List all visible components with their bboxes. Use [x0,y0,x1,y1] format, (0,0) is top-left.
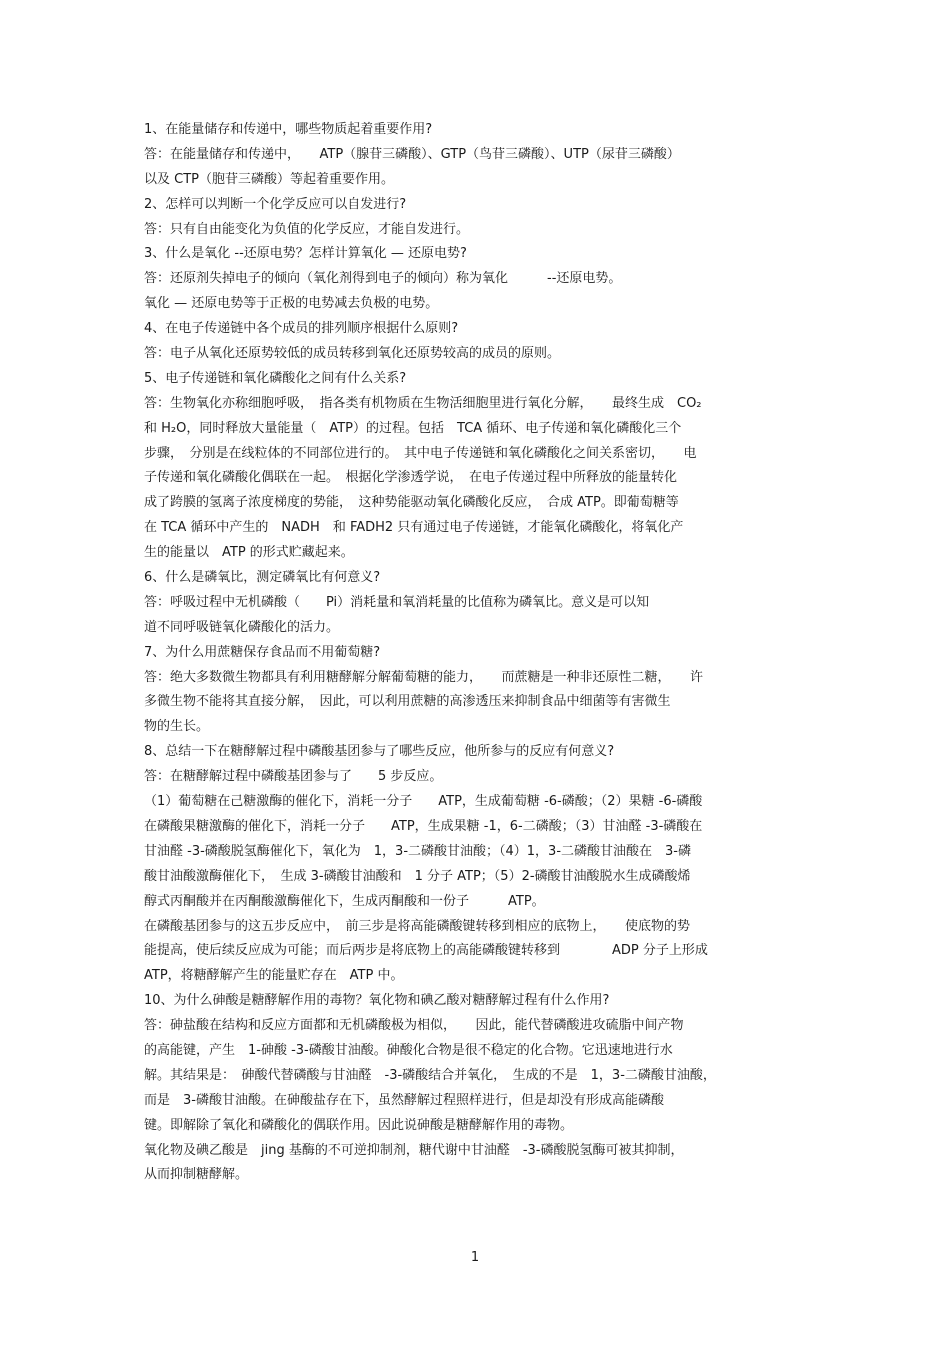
answer-line: 在 TCA 循环中产生的 NADH 和 FADH2 只有通过电子传递链，才能氧化磷酸化，将氧化产 [144,520,684,536]
answer-line: 以及 CTP（胞苷三磷酸）等起着重要作用。 [144,171,394,187]
answer-line: ATP，将糖酵解产生的能量贮存在 ATP 中。 [144,968,404,984]
question-line: 2、怎样可以判断一个化学反应可以自发进行? [144,196,407,212]
answer-line: 和 H₂O，同时释放大量能量（ ATP）的过程。包括 TCA 循环、电子传递和氧化磷酸化三个 [144,420,682,436]
answer-line: 氧化 — 还原电势等于正极的电势减去负极的电势。 [144,296,439,312]
question-line: 3、什么是氧化 --还原电势？怎样计算氧化 — 还原电势? [144,246,467,262]
answer-line: 氧化物及碘乙酸是 jing 基酶的不可逆抑制剂，糖代谢中甘油醛 -3-磷酸脱氢酶可被其抑制， [144,1142,684,1158]
answer-line: 酸甘油酸激酶催化下， 生成 3-磷酸甘油酸和 1 分子 ATP；（5）2-磷酸甘油酸脱水生成磷酸烯 [144,868,691,884]
answer-line: 道不同呼吸链氧化磷酸化的活力。 [144,619,340,635]
answer-line: 子传递和氧化磷酸化偶联在一起。 根据化学渗透学说， 在电子传递过程中所释放的能量转化 [144,470,678,486]
answer-line: 的高能键，产生 1-砷酸 -3-磷酸甘油酸。砷酸化合物是很不稳定的化合物。它迅速地进行水 [144,1042,673,1058]
answer-line: 答：还原剂失掉电子的倾向（氧化剂得到电子的倾向）称为氧化 --还原电势。 [144,271,622,287]
answer-line: 答：在能量储存和传递中， ATP（腺苷三磷酸）、GTP（鸟苷三磷酸）、UTP（尿苷三磷酸） [144,146,680,162]
answer-line: 在磷酸基团参与的这五步反应中， 前三步是将高能磷酸键转移到相应的底物上， 使底物的势 [144,918,691,934]
answer-line: 解。其结果是： 砷酸代替磷酸与甘油醛 -3-磷酸结合并氧化， 生成的不是 1，3-二磷酸甘油酸， [144,1067,716,1083]
answer-line: 而是 3-磷酸甘油酸。在砷酸盐存在下，虽然酵解过程照样进行，但是却没有形成高能磷酸 [144,1092,664,1108]
answer-line: 在磷酸果糖激酶的催化下，消耗一分子 ATP，生成果糖 -1，6-二磷酸；（3）甘油醛 -3-磷酸在 [144,818,703,834]
answer-line: 答：绝大多数微生物都具有利用糖酵解分解葡萄糖的能力， 而蔗糖是一种非还原性二糖， 许 [144,669,704,685]
answer-line: 生的能量以 ATP 的形式贮藏起来。 [144,545,354,561]
answer-line: 答：电子从氧化还原势较低的成员转移到氧化还原势较高的成员的原则。 [144,346,561,362]
answer-line: 多微生物不能将其直接分解， 因此，可以利用蔗糖的高渗透压来抑制食品中细菌等有害微生 [144,694,671,710]
question-line: 5、电子传递链和氧化磷酸化之间有什么关系? [144,370,407,386]
page-number: 1 [470,1250,480,1265]
answer-line: 成了跨膜的氢离子浓度梯度的势能， 这种势能驱动氧化磷酸化反应， 合成 ATP。即葡萄糖等 [144,495,679,511]
answer-line: 答：在糖酵解过程中磷酸基团参与了 5 步反应。 [144,769,443,785]
document-body [144,118,814,1188]
answer-line: 键。即解除了氧化和磷酸化的偶联作用。因此说砷酸是糖酵解作用的毒物。 [144,1117,574,1133]
answer-line: 答：生物氧化亦称细胞呼吸， 指各类有机物质在生物活细胞里进行氧化分解， 最终生成 CO₂ [144,395,702,411]
question-line: 10、为什么砷酸是糖酵解作用的毒物？氧化物和碘乙酸对糖酵解过程有什么作用? [144,993,610,1009]
answer-line: 答：砷盐酸在结构和反应方面都和无机磷酸极为相似， 因此，能代替磷酸进攻硫脂中间产物 [144,1018,684,1034]
answer-line: （1）葡萄糖在己糖激酶的催化下，消耗一分子 ATP，生成葡萄糖 -6-磷酸；（2）果糖 -6-磷酸 [144,794,703,810]
question-line: 6、什么是磷氧比，测定磷氧比有何意义? [144,570,381,586]
answer-line: 从而抑制糖酵解。 [144,1167,249,1183]
answer-line: 甘油醛 -3-磷酸脱氢酶催化下，氧化为 1，3-二磷酸甘油酸；（4）1，3-二磷酸甘油酸在 3-磷 [144,843,691,859]
question-line: 4、在电子传递链中各个成员的排列顺序根据什么原则? [144,321,459,337]
question-line: 8、总结一下在糖酵解过程中磷酸基团参与了哪些反应，他所参与的反应有何意义? [144,744,615,760]
question-line: 7、为什么用蔗糖保存食品而不用葡萄糖? [144,644,381,660]
answer-line: 醇式丙酮酸并在丙酮酸激酶催化下，生成丙酮酸和一份子 ATP。 [144,893,545,909]
answer-line: 答：呼吸过程中无机磷酸（ Pi）消耗量和氧消耗量的比值称为磷氧比。意义是可以知 [144,594,650,610]
answer-line: 物的生长。 [144,719,210,735]
answer-line: 步骤， 分别是在线粒体的不同部位进行的。 其中电子传递链和氧化磷酸化之间关系密切， 电 [144,445,697,461]
answer-line: 能提高，使后续反应成为可能；而后两步是将底物上的高能磷酸键转移到 ADP 分子上形成 [144,943,708,959]
answer-line: 答：只有自由能变化为负值的化学反应，才能自发进行。 [144,221,470,237]
question-line: 1、在能量储存和传递中，哪些物质起着重要作用? [144,122,433,137]
